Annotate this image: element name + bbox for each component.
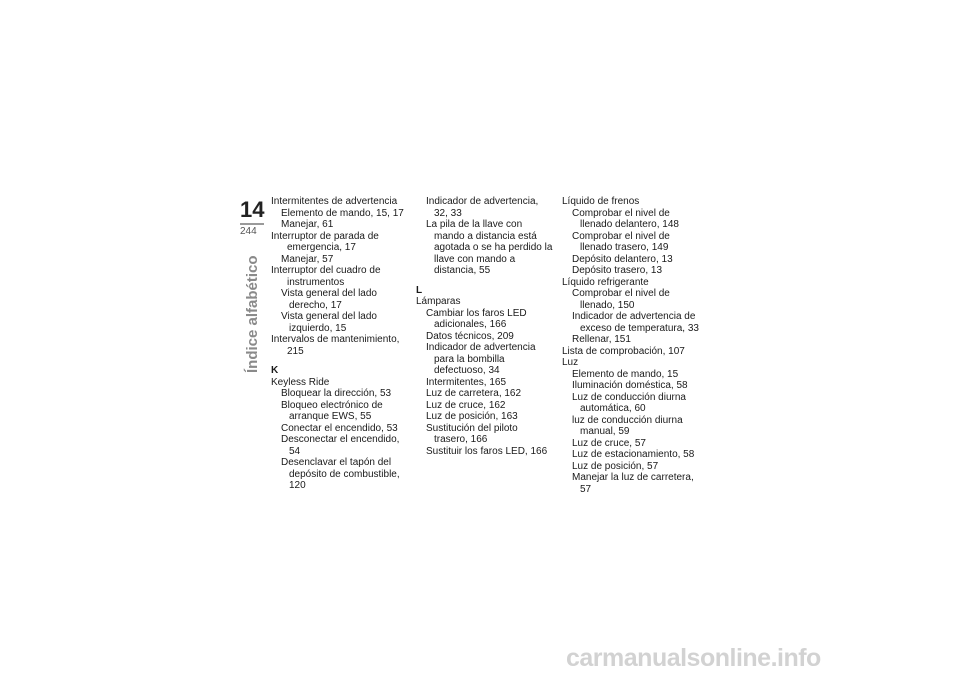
index-column-2 <box>416 196 554 457</box>
chapter-number: 14 <box>240 197 265 222</box>
index-subentry: Manejar, 61 <box>281 219 334 230</box>
index-subentry: Depósito delantero, 13 <box>572 253 673 265</box>
index-subentry: Elemento de mando, 15, 17 <box>281 207 404 219</box>
index-subentries <box>416 308 554 458</box>
index-subentry: Sustituir los faros LED, 166 <box>426 445 548 457</box>
index-letter-heading: K <box>271 365 279 376</box>
chapter-tab-divider <box>240 223 264 225</box>
index-subentries <box>562 288 702 346</box>
index-subentry: Iluminación doméstica, 58 <box>572 380 688 391</box>
index-column-1 <box>271 196 409 492</box>
index-subentries <box>271 208 409 231</box>
index-entry <box>562 277 702 346</box>
index-subentry: Manejar, 57 <box>281 253 334 265</box>
index-entry-term: Keyless Ride <box>271 376 330 388</box>
index-column-3 <box>562 196 702 495</box>
index-entry-term: Intervalos de mantenimiento, 215 <box>271 334 400 357</box>
index-subentry: Indicador de advertencia, 32, 33 <box>426 196 539 219</box>
index-entry <box>416 296 554 457</box>
index-subentry: Comprobar el nivel de llenado, 150 <box>572 288 670 311</box>
index-entry <box>271 231 409 266</box>
index-entry <box>271 377 409 492</box>
index-subentry: Comprobar el nivel de llenado delantero, 148 <box>572 207 679 230</box>
index-subentry: Rellenar, 151 <box>572 334 631 345</box>
page-number: 244 <box>240 226 257 237</box>
index-entry <box>271 334 409 357</box>
index-subentries <box>562 208 702 277</box>
index-entry-term: Lista de comprobación, 107 <box>562 345 685 357</box>
index-subentry: Conectar el encendido, 53 <box>281 422 398 434</box>
index-subentries <box>416 196 554 277</box>
index-subentries <box>271 254 409 266</box>
index-subentry: Elemento de mando, 15 <box>572 368 679 380</box>
index-subentry: Depósito trasero, 13 <box>572 265 663 276</box>
index-subentry: Luz de conducción diurna automática, 60 <box>572 391 686 414</box>
index-entry-term: Intermitentes de advertencia <box>271 196 398 207</box>
index-subentry: Luz de cruce, 57 <box>572 437 646 449</box>
index-subentry: Luz de posición, 57 <box>572 460 659 472</box>
index-letter-heading: L <box>416 284 423 296</box>
index-subentry: Vista general del lado derecho, 17 <box>281 288 377 311</box>
index-subentry: Desconectar el encendido, 54 <box>281 434 400 457</box>
index-subentries <box>562 369 702 496</box>
index-subentry: Sustitución del piloto trasero, 166 <box>426 422 518 445</box>
index-entry <box>562 357 702 495</box>
index-subentry: La pila de la llave con mando a distancia está agotada o se ha perdido la llave con mando a distancia, 55 <box>426 219 553 276</box>
index-entry <box>271 196 409 231</box>
index-entry <box>271 265 409 334</box>
index-subentry: Bloqueo electrónico de arranque EWS, 55 <box>281 399 383 422</box>
index-subentry: Luz de estacionamiento, 58 <box>572 449 695 460</box>
index-entry-term: Líquido refrigerante <box>562 276 649 288</box>
index-subentry: Indicador de advertencia para la bombilla defectuoso, 34 <box>426 342 536 376</box>
index-subentry: Vista general del lado izquierdo, 15 <box>281 311 377 334</box>
index-subentries <box>271 388 409 492</box>
index-subentry: Luz de cruce, 162 <box>426 399 506 411</box>
index-subentry: Intermitentes, 165 <box>426 376 507 388</box>
index-entry-term: Líquido de frenos <box>562 196 640 207</box>
index-subentry: Comprobar el nivel de llenado trasero, 149 <box>572 230 670 253</box>
index-entry-term: Interruptor del cuadro de instrumentos <box>271 265 381 288</box>
index-subentry: luz de conducción diurna manual, 59 <box>572 414 683 437</box>
index-subentry: Datos técnicos, 209 <box>426 330 514 342</box>
index-entry <box>562 196 702 277</box>
index-subentry: Luz de posición, 163 <box>426 411 518 422</box>
index-subentry: Desenclavar el tapón del depósito de combustible, 120 <box>281 457 400 491</box>
index-subentry: Indicador de advertencia de exceso de temperatura, 33 <box>572 311 699 334</box>
watermark: carmanualsonline.info <box>566 644 821 672</box>
index-subentry: Luz de carretera, 162 <box>426 388 522 399</box>
index-entry-term: Interruptor de parada de emergencia, 17 <box>271 230 379 253</box>
index-entry-term: Lámparas <box>416 296 461 307</box>
index-entry <box>416 196 554 277</box>
index-subentry: Manejar la luz de carretera, 57 <box>572 472 694 495</box>
index-entry <box>562 346 702 358</box>
index-subentry: Bloquear la dirección, 53 <box>281 388 392 399</box>
index-subentry: Cambiar los faros LED adicionales, 166 <box>426 307 527 330</box>
index-entry-term: Luz <box>562 357 579 368</box>
section-title: Índice alfabético <box>244 255 261 373</box>
index-subentries <box>271 288 409 334</box>
